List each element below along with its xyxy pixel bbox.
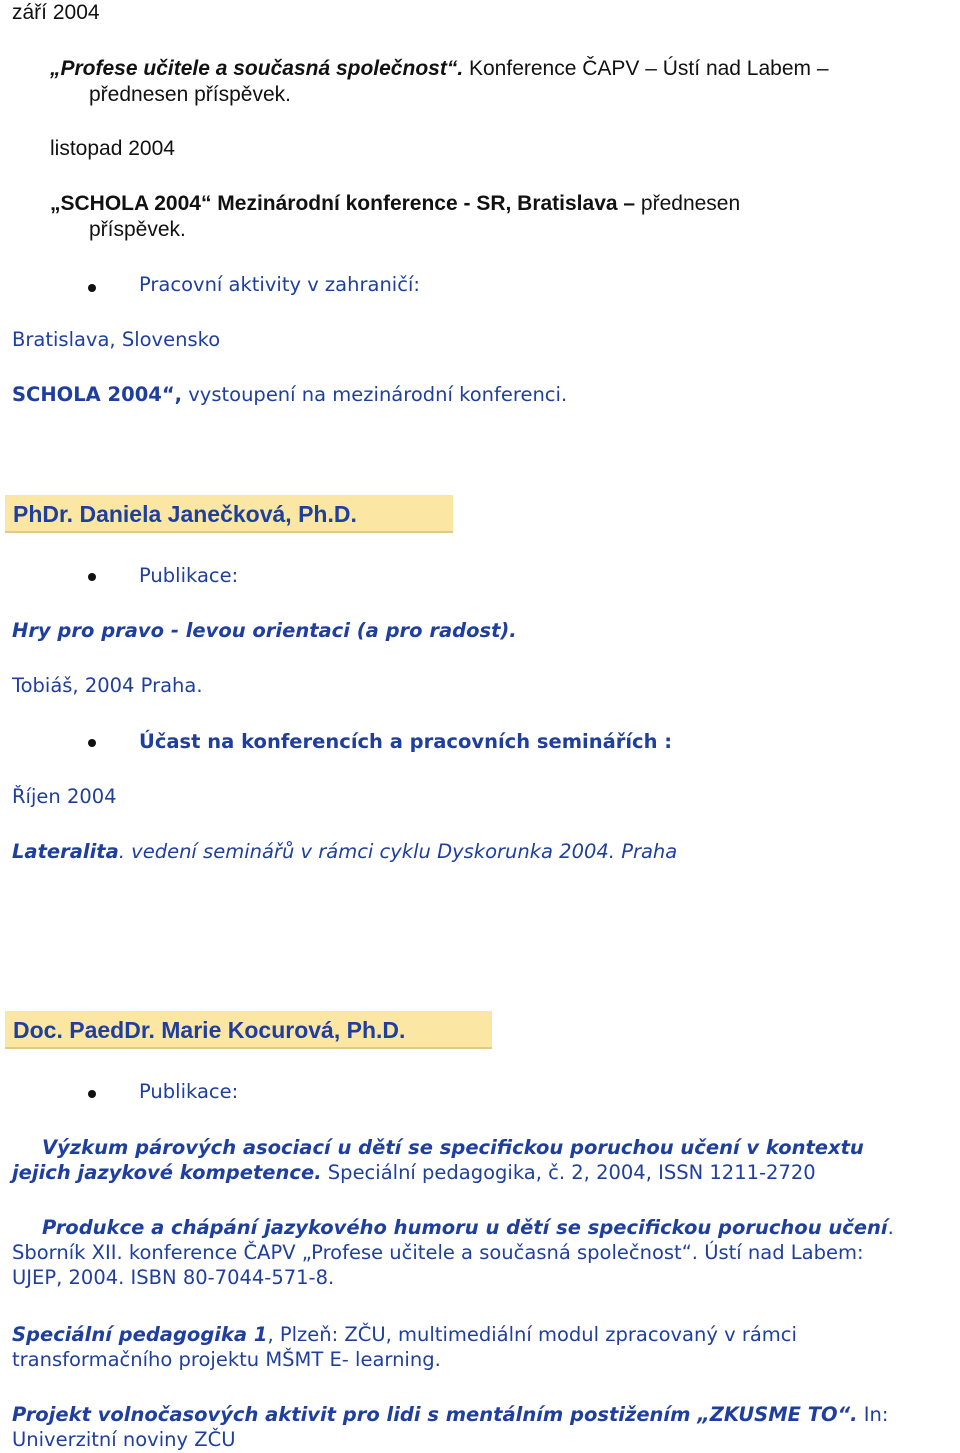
publication-2-line3: UJEP, 2004. ISBN 80-7044-571-8. bbox=[12, 1266, 335, 1289]
entry-schola-line1: „SCHOLA 2004“ Mezinárodní konference - SR, Bratislava – přednesen bbox=[50, 192, 741, 215]
person-name-kocurova: Doc. PaedDr. Marie Kocurová, Ph.D. bbox=[5, 1011, 492, 1049]
entry-schola-title: „SCHOLA 2004“ Mezinárodní konference - SR, Bratislava – bbox=[50, 192, 636, 215]
publication-1-line2: jejich jazykové kompetence. Speciální pedagogika, č. 2, 2004, ISSN 1211-2720 bbox=[12, 1161, 816, 1184]
entry-schola-line2: příspěvek. bbox=[89, 218, 186, 241]
date-september: září 2004 bbox=[12, 1, 100, 24]
abroad-event: SCHOLA 2004“, vystoupení na mezinárodní konferenci. bbox=[12, 383, 568, 406]
publication-2-line1: Produkce a chápání jazykového humoru u dětí se specifickou poruchou učení. bbox=[42, 1216, 894, 1239]
publication-3-line1: Speciální pedagogika 1, Plzeň: ZČU, multimediální modul zpracovaný v rámci bbox=[12, 1323, 797, 1346]
entry-profese-line1: „Profese učitele a současná společnost“. Konference ČAPV – Ústí nad Labem – bbox=[50, 57, 829, 80]
publications-heading: Publikace: bbox=[139, 564, 239, 587]
conferences-heading: Účast na konferencích a pracovních seminářích : bbox=[139, 730, 673, 753]
entry-profese-title: „Profese učitele a současná společnost“. bbox=[50, 57, 464, 80]
bullet-icon bbox=[88, 284, 96, 292]
bullet-icon bbox=[88, 1090, 96, 1098]
publication-4-line1: Projekt volnočasových aktivit pro lidi s mentálním postižením „ZKUSME TO“. In: bbox=[12, 1403, 889, 1426]
publications-heading: Publikace: bbox=[139, 1080, 239, 1103]
publication-2-line2: Sborník XII. konference ČAPV „Profese učitele a současná společnost“. Ústí nad Labem: bbox=[12, 1241, 864, 1264]
bullet-icon bbox=[88, 573, 96, 581]
abroad-place: Bratislava, Slovensko bbox=[12, 328, 221, 351]
publication-info: Tobiáš, 2004 Praha. bbox=[12, 674, 203, 697]
conference-entry: Lateralita. vedení seminářů v rámci cyklu Dyskorunka 2004. Praha bbox=[12, 840, 678, 863]
publication-1-line1: Výzkum párových asociací u dětí se specifickou poruchou učení v kontextu bbox=[42, 1136, 864, 1159]
person-name-janeckova: PhDr. Daniela Janečková, Ph.D. bbox=[5, 495, 453, 533]
conference-date: Říjen 2004 bbox=[12, 785, 117, 808]
bullet-icon bbox=[88, 739, 96, 747]
abroad-heading: Pracovní aktivity v zahraničí: bbox=[139, 273, 420, 296]
publication-3-line2: transformačního projektu MŠMT E- learning. bbox=[12, 1348, 441, 1371]
publication-title: Hry pro pravo - levou orientaci (a pro radost). bbox=[12, 619, 517, 642]
publication-4-line2: Univerzitní noviny ZČU bbox=[12, 1428, 236, 1451]
date-november: listopad 2004 bbox=[50, 137, 175, 160]
entry-profese-line2: přednesen příspěvek. bbox=[89, 83, 291, 106]
